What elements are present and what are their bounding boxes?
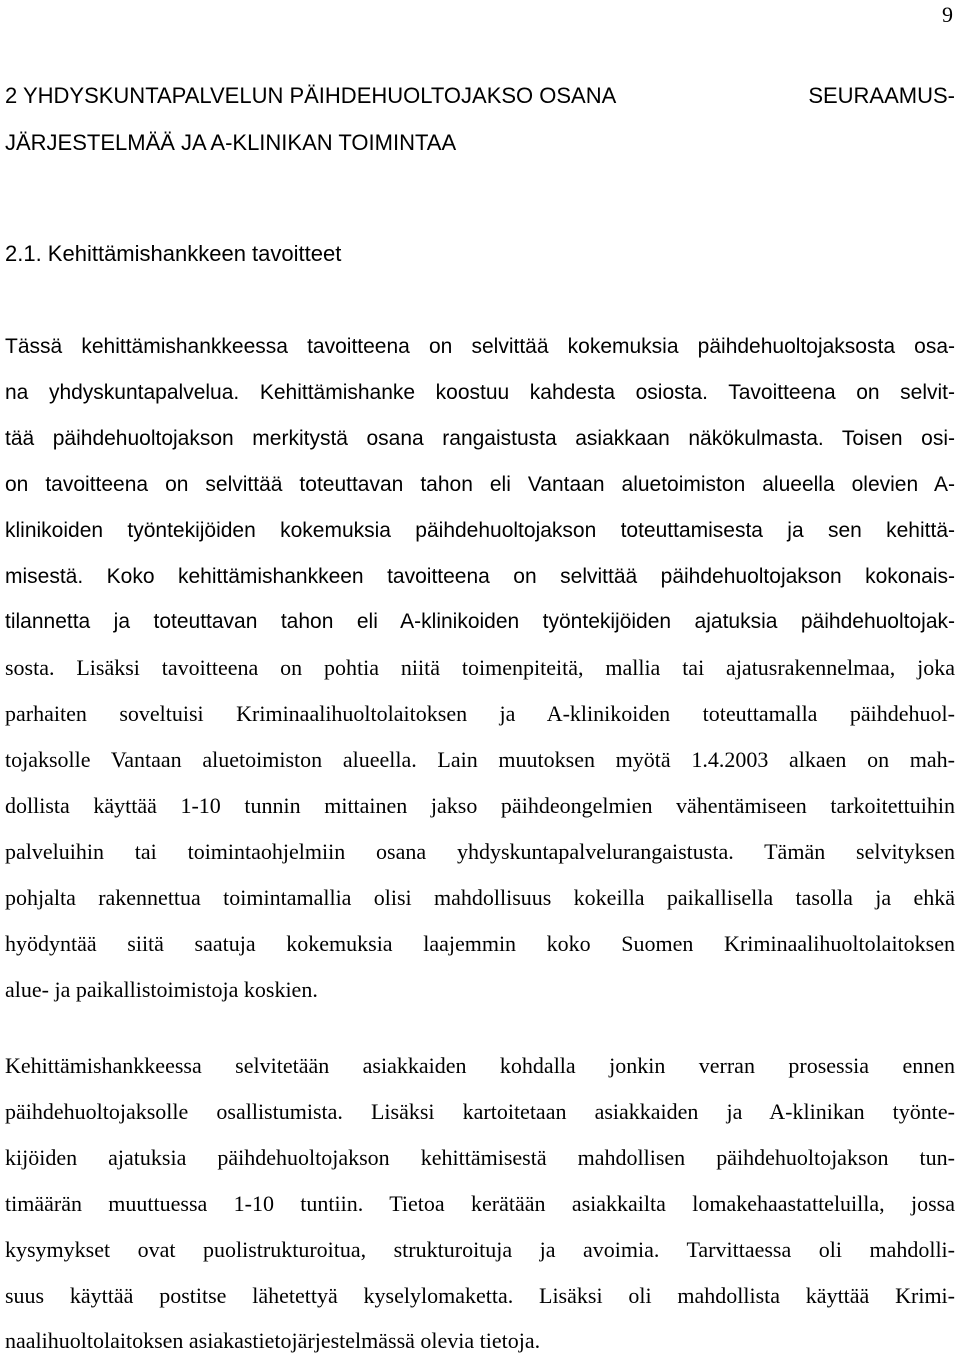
paragraph-line: dollista käyttää 1-10 tunnin mittainen jakso päihdeongelmien vähentämiseen tarkoitettuihin <box>5 793 955 819</box>
paragraph-line: palveluihin tai toimintaohjelmiin osana yhdyskuntapalvelurangaistusta. Tämän selvityksen <box>5 838 955 864</box>
paragraph-methods <box>5 1043 955 1364</box>
paragraph-line: kijöiden ajatuksia päihdehuoltojakson kehittämisestä mahdollisen päihdehuoltojakson tun- <box>5 1144 955 1170</box>
paragraph-line: tää päihdehuoltojakson merkitystä osana rangaistusta asiakkaan näkökulmasta. Toisen osi- <box>5 426 955 450</box>
paragraph-line: naalihuoltolaitoksen asiakastietojärjestelmässä olevia tietoja. <box>5 1328 541 1354</box>
chapter-title <box>5 72 955 166</box>
paragraph-line: päihdehuoltojaksolle osallistumista. Lisäksi kartoitetaan asiakkaiden ja A-klinikan työnte- <box>5 1098 955 1124</box>
paragraph-line: tilannetta ja toteuttavan tahon eli A-klinikoiden työntekijöiden ajatuksia päihdehuoltojak- <box>5 610 955 634</box>
paragraph-line: sosta. Lisäksi tavoitteena on pohtia niitä toimenpiteitä, mallia tai ajatusrakennelmaa, joka <box>5 655 955 681</box>
page-number: 9 <box>942 2 953 27</box>
paragraph-line: na yhdyskuntapalvelua. Kehittämishanke koostuu kahdesta osiosta. Tavoitteena on selvit- <box>5 380 955 404</box>
paragraph-line: klinikoiden työntekijöiden kokemuksia päihdehuoltojakson toteuttamisesta ja sen kehittä- <box>5 518 955 542</box>
paragraph-line: misestä. Koko kehittämishankkeen tavoitteena on selvittää päihdehuoltojakson kokonais- <box>5 564 955 588</box>
chapter-title-line-1-right: SEURAAMUS- <box>808 83 955 108</box>
chapter-title-line-2: JÄRJESTELMÄÄ JA A-KLINIKAN TOIMINTAA <box>5 130 457 155</box>
paragraph-line: on tavoitteena on selvittää toteuttavan tahon eli Vantaan aluetoimiston alueella olevien A- <box>5 472 955 496</box>
paragraph-line: Kehittämishankkeessa selvitetään asiakkaiden kohdalla jonkin verran prosessia ennen <box>5 1053 955 1078</box>
paragraph-goals <box>5 324 955 1013</box>
paragraph-line: parhaiten soveltuisi Kriminaalihuoltolaitoksen ja A-klinikoiden toteuttamalla päihdehuol- <box>5 701 955 727</box>
paragraph-line: suus käyttää postitse lähetettyä kyselylomaketta. Lisäksi oli mahdollista käyttää Krimi- <box>5 1282 955 1308</box>
chapter-title-line-1 <box>5 72 955 119</box>
paragraph-line: pohjalta rakennettua toimintamallia olisi mahdollisuus kokeilla paikallisella tasolla ja ehkä <box>5 884 955 910</box>
paragraph-line: tojaksolle Vantaan aluetoimiston alueella. Lain muutoksen myötä 1.4.2003 alkaen on mah- <box>5 747 955 773</box>
chapter-title-line-1-left: 2 YHDYSKUNTAPALVELUN PÄIHDEHUOLTOJAKSO OSANA <box>5 83 617 108</box>
section-title: 2.1. Kehittämishankkeen tavoitteet <box>5 241 342 266</box>
paragraph-line: timäärän muuttuessa 1-10 tuntiin. Tietoa kerätään asiakkailta lomakehaastatteluilla, jossa <box>5 1190 955 1216</box>
paragraph-line: kysymykset ovat puolistrukturoitua, strukturoituja ja avoimia. Tarvittaessa oli mahdolli- <box>5 1236 955 1262</box>
paragraph-line: Tässä kehittämishankkeessa tavoitteena on selvittää kokemuksia päihdehuoltojaksosta osa- <box>5 335 955 358</box>
paragraph-line: alue- ja paikallistoimistoja koskien. <box>5 976 318 1002</box>
paragraph-line: hyödyntää siitä saatuja kokemuksia laajemmin koko Suomen Kriminaalihuoltolaitoksen <box>5 930 955 956</box>
